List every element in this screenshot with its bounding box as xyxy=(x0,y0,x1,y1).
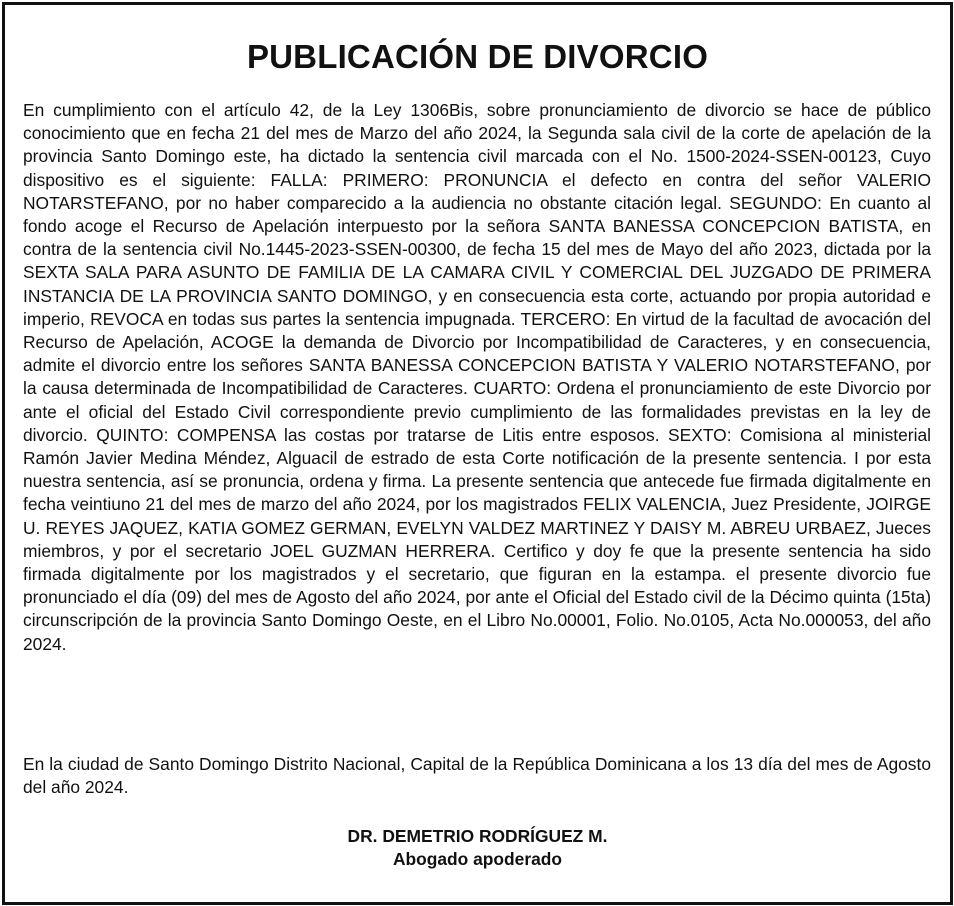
notice-title: PUBLICACIÓN DE DIVORCIO xyxy=(246,38,709,75)
notice-body-paragraph: En cumplimiento con el artículo 42, de la Ley 1306Bis, sobre pronunciamiento de divorcio se hace de público conocimiento que en fecha 21 del mes de Marzo del año 2024, la Segunda sala civil de la corte de apelación de la provincia Santo Domingo este, ha dictado la sentencia civil marcada con el No. 1500-2024-SSEN-00123, Cuyo dispositivo es el siguiente: FALLA: PRIMERO: PRONUNCIA el defecto en contra del señor VALERIO NOTARSTEFANO, por no haber comparecido a la audiencia no obstante citación legal. SEGUNDO: En cuanto al fondo acoge el Recurso de Apelación interpuesto por la señora SANTA BANESSA CONCEPCION BATISTA, en contra de la sentencia civil No.1445-2023-SSEN-00300, de fecha 15 del mes de Mayo del año 2023, dictada por la SEXTA SALA PARA ASUNTO DE FAMILIA DE LA CAMARA CIVIL Y COMERCIAL DEL JUZGADO DE PRIMERA INSTANCIA DE LA PROVINCIA SANTO DOMINGO, y en consecuencia esta corte, actuando por propia autoridad e imperio, REVOCA en todas sus partes la sentencia impugnada. TERCERO: En virtud de la facultad de avocación del Recurso de Apelación, ACOGE la demanda de Divorcio por Incompatibilidad de Caracteres, y en consecuencia, admite el divorcio entre los señores SANTA BANESSA CONCEPCION BATISTA Y VALERIO NOTARSTEFANO, por la causa determinada de Incompatibilidad de Caracteres. CUARTO: Ordena el pronunciamiento de este Divorcio por ante el oficial del Estado Civil correspondiente previo cumplimiento de las formalidades previstas en la ley de divorcio. QUINTO: COMPENSA las costas por tratarse de Litis entre esposos. SEXTO: Comisiona al ministerial Ramón Javier Medina Méndez, Alguacil de estrado de esta Corte notificación de la presente sentencia. I por esta nuestra sentencia, así se pronuncia, ordena y firma. La presente sentencia que antecede fue firmada digitalmente en fecha veintiuno 21 del mes de marzo del año 2024, por los magistrados FELIX VALENCIA, Juez Presidente, JOIRGE U. REYES JAQUEZ, KATIA GOMEZ GERMAN, EVELYN VALDEZ MARTINEZ Y DAISY M. ABREU URBAEZ, Jueces miembros, y por el secretario JOEL GUZMAN HERRERA. Certifico y doy fe que la presente sentencia ha sido firmada digitalmente por los magistrados y el secretario, que figuran en la estampa. el presente divorcio fue pronunciado el día (09) del mes de Agosto del año 2024, por ante el Oficial del Estado civil de la Décimo quinta (15ta) circunscripción de la provincia Santo Domingo Oeste, en el Libro No.00001, Folio. No.0105, Acta No.000053, del año 2024. xyxy=(23,100,931,654)
notice-frame xyxy=(2,2,953,905)
signature-block xyxy=(5,825,950,871)
signatory-role: Abogado apoderado xyxy=(392,849,563,869)
notice-closing-paragraph: En la ciudad de Santo Domingo Distrito Nacional, Capital de la República Dominicana a los 13 día del mes de Agosto del año 2024. xyxy=(23,754,931,798)
signatory-name: DR. DEMETRIO RODRÍGUEZ M. xyxy=(347,826,608,846)
